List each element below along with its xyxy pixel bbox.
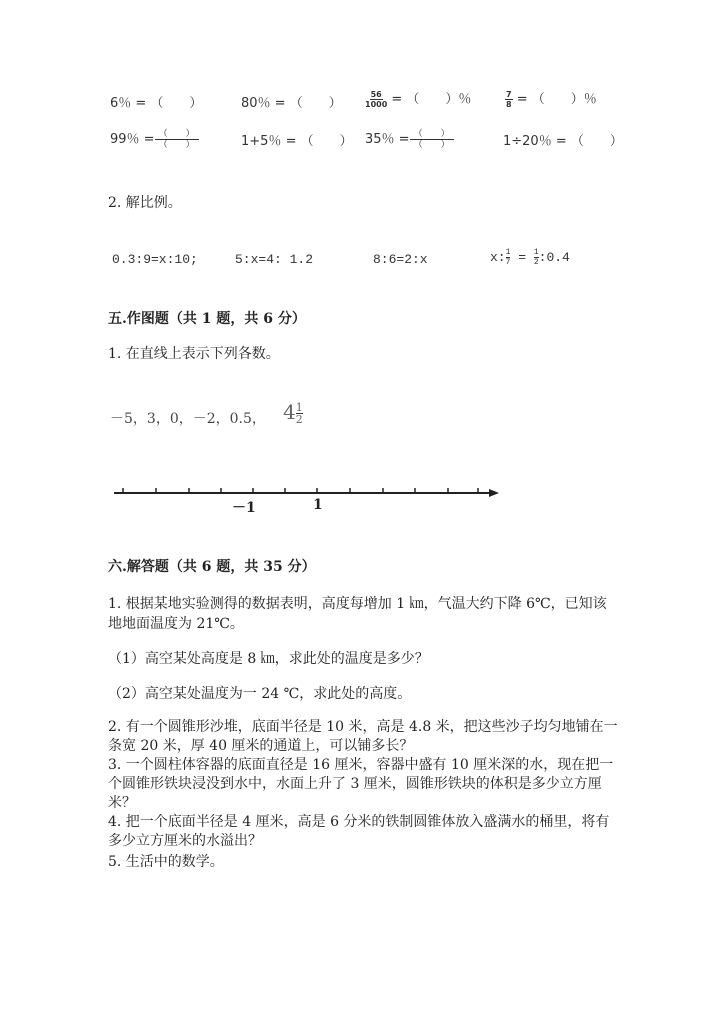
- question-text: 2. 有一个圆锥形沙堆，底面半径是 10 米，高是 4.8 米，把这些沙子均匀地铺在一条宽 20 米，厚 40 厘米的通道上，可以铺多长？: [108, 719, 618, 754]
- conversion-text: 99％ =: [110, 132, 155, 147]
- question-text: 1. 在直线上表示下列各数。: [108, 346, 280, 362]
- axis-label-neg1: －1: [232, 500, 256, 516]
- fraction: [296, 402, 303, 425]
- blank-fraction: [410, 129, 454, 150]
- denominator: （ ）: [158, 140, 195, 150]
- question-text: 1. 根据某地实验测得的数据表明，高度每增加 1 ㎞，气温大约下降 6℃，已知该地地面温度为 21℃。: [108, 596, 607, 632]
- conversion-text: = （ ）％: [387, 92, 472, 107]
- fraction: [505, 90, 513, 109]
- whole: 4: [283, 400, 296, 424]
- conversion-text: 80％ = （ ）: [241, 96, 342, 111]
- conversion-item: [505, 88, 597, 109]
- axis-label-1: 1: [313, 497, 323, 513]
- question-text: 5. 生活中的数学。: [108, 854, 224, 870]
- arrow-head: [489, 489, 499, 497]
- numerator: 1: [533, 248, 539, 257]
- sub-question: （2）高空某处温度为一 24 ℃，求此处的高度。: [108, 686, 412, 702]
- text: =: [510, 249, 534, 265]
- numerator: 7: [506, 90, 512, 99]
- conversion-text: 1+5％ = （ ）: [241, 134, 353, 149]
- conversion-text: 6％ = （ ）: [110, 96, 203, 111]
- denominator: 1000: [365, 100, 388, 109]
- fraction: [365, 90, 387, 109]
- conversion-item: [365, 88, 471, 109]
- sub-question: （1）高空某处高度是 8 ㎞，求此处的温度是多少？: [108, 651, 429, 667]
- number-list: －5，3，0，－2，0.5，: [110, 411, 266, 427]
- proportion-item: 0.3:9=x:10;: [112, 252, 198, 267]
- blank-fraction: [155, 129, 199, 150]
- numerator: 1: [295, 401, 303, 414]
- conversion-item: [110, 128, 199, 150]
- question-title: 2. 解比例。: [108, 195, 182, 211]
- section-heading: 五.作图题（共 1 题，共 6 分）: [108, 311, 306, 327]
- denominator: 2: [295, 413, 303, 426]
- text: :0.4: [538, 249, 570, 265]
- conversion-text: = （ ）％: [512, 92, 597, 107]
- denominator: 8: [506, 100, 512, 109]
- mixed-number: [283, 400, 303, 425]
- text: x:: [490, 249, 506, 265]
- numerator: （ ）: [155, 129, 199, 140]
- conversion-item: [241, 130, 353, 149]
- question-text: 3. 一个圆柱体容器的底面直径是 16 厘米，容器中盛有 10 厘米深的水，现在把一个圆锥形铁块浸没到水中，水面上升了 3 厘米，圆锥形铁块的体积是多少立方厘米？: [108, 757, 614, 811]
- numerator: （ ）: [410, 129, 454, 140]
- numerator: 56: [370, 90, 382, 99]
- proportion-item: [490, 248, 570, 267]
- conversion-item: [503, 130, 623, 149]
- number-line: [0, 480, 720, 510]
- numerator: 1: [505, 248, 511, 257]
- conversion-item: [110, 92, 202, 111]
- question-text: 4. 把一个底面半径是 4 厘米，高是 6 分米的铁制圆锥体放入盛满水的桶里，将有多少立方厘米的水溢出？: [108, 814, 610, 849]
- section-heading: 六.解答题（共 6 题，共 35 分）: [108, 559, 316, 575]
- conversion-text: 1÷20％ = （ ）: [503, 134, 623, 149]
- conversion-text: 35％ =: [365, 132, 410, 147]
- denominator: 2: [533, 258, 539, 267]
- conversion-item: [365, 128, 454, 150]
- proportion-item: 8:6=2:x: [373, 252, 428, 267]
- conversion-item: [241, 92, 342, 111]
- proportion-item: 5:x=4: 1.2: [235, 252, 314, 267]
- denominator: 7: [505, 258, 511, 267]
- denominator: （ ）: [413, 140, 450, 150]
